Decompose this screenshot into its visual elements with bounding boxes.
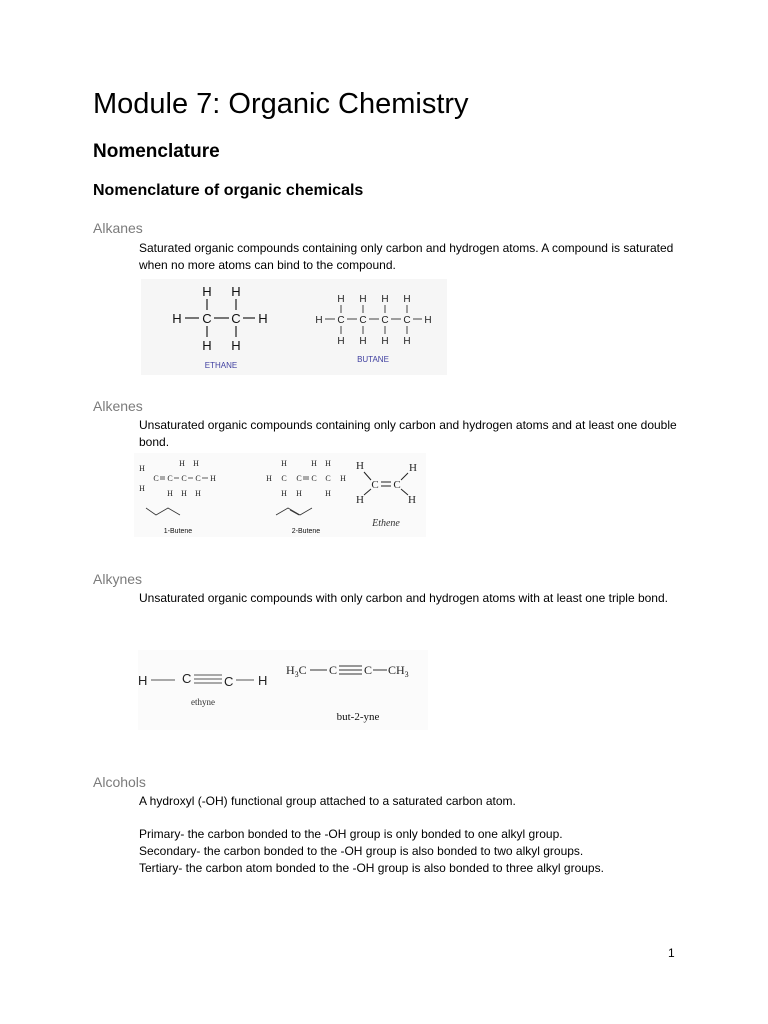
- alkenes-structure-figure: [134, 453, 426, 537]
- ethene-label: Ethene: [372, 518, 400, 529]
- svg-text:H: H: [281, 459, 287, 468]
- svg-text:H: H: [356, 460, 364, 472]
- svg-text:H: H: [202, 284, 212, 299]
- 2-butene-structure: [266, 459, 346, 498]
- svg-text:H: H: [311, 459, 317, 468]
- alkynes-structure-figure: [138, 650, 428, 730]
- svg-text:H: H: [356, 494, 364, 506]
- svg-text:H: H: [381, 294, 389, 305]
- alcohols-heading: Alcohols: [93, 774, 146, 790]
- svg-text:C: C: [281, 474, 287, 483]
- svg-text:H: H: [359, 336, 367, 347]
- ethyne-label: ethyne: [191, 697, 215, 707]
- section-heading: Nomenclature: [93, 141, 220, 162]
- svg-text:H: H: [337, 336, 345, 347]
- svg-text:H: H: [181, 489, 187, 498]
- subsection-heading: Nomenclature of organic chemicals: [93, 182, 364, 199]
- svg-text:H: H: [296, 489, 302, 498]
- svg-text:C: C: [202, 311, 212, 326]
- svg-text:C: C: [224, 674, 234, 689]
- svg-text:H: H: [193, 459, 199, 468]
- 2-butene-label: 2-Butene: [291, 528, 321, 535]
- svg-text:H: H: [424, 315, 432, 326]
- alkanes-heading: Alkanes: [93, 220, 143, 236]
- svg-text:H: H: [231, 284, 241, 299]
- svg-text:H: H: [381, 336, 389, 347]
- page-title: Module 7: Organic Chemistry: [93, 88, 469, 120]
- alkanes-description: Saturated organic compounds containing only carbon and hydrogen atoms. A compound is saturated when no more atoms can bind to the compound.: [139, 241, 674, 272]
- alcohols-description: A hydroxyl (-OH) functional group attached to a saturated carbon atom.: [139, 794, 516, 808]
- butane-structure: [315, 294, 431, 347]
- svg-text:H: H: [139, 464, 145, 473]
- svg-text:H: H: [337, 294, 345, 305]
- alkenes-description: Unsaturated organic compounds containing only carbon and hydrogen atoms and at least one double bond.: [139, 418, 677, 449]
- alkanes-structure-figure: [141, 279, 447, 375]
- svg-text:H: H: [408, 494, 416, 506]
- butane-label: BUTANE: [357, 355, 389, 364]
- but-2-yne-label: but-2-yne: [336, 711, 380, 723]
- svg-text:C: C: [195, 474, 201, 483]
- 1-butene-label: 1-Butene: [163, 528, 193, 535]
- svg-text:H3C: $H_3C$: [286, 663, 307, 679]
- svg-text:H: H: [139, 484, 145, 493]
- ethane-label: ETHANE: [204, 361, 238, 370]
- svg-text:H: H: [315, 315, 323, 326]
- svg-text:H: H: [325, 489, 331, 498]
- svg-text:H: H: [359, 294, 367, 305]
- svg-text:H: H: [172, 311, 182, 326]
- svg-text:C: C: [381, 315, 389, 326]
- svg-text:H: H: [167, 489, 173, 498]
- svg-text:C: C: [231, 311, 241, 326]
- svg-text:C: C: [403, 315, 411, 326]
- svg-text:C: C: [311, 474, 317, 483]
- svg-text:H: H: [231, 338, 241, 353]
- svg-text:C: C: [325, 474, 331, 483]
- alcohol-primary-definition: Primary- the carbon bonded to the -OH group is only bonded to one alkyl group.: [139, 827, 563, 841]
- svg-text:C: C: [337, 315, 345, 326]
- ethene-structure: [356, 460, 417, 506]
- but-2-yne-structure: [286, 663, 409, 679]
- svg-text:CH3: $CH_3$: [388, 663, 409, 679]
- svg-text:H: H: [281, 489, 287, 498]
- svg-text:H: H: [210, 474, 216, 483]
- svg-text:H: H: [403, 294, 411, 305]
- svg-text:C: C: [296, 474, 302, 483]
- alkenes-heading: Alkenes: [93, 398, 143, 414]
- svg-text:H: H: [258, 673, 268, 688]
- svg-text:C: C: [153, 474, 159, 483]
- svg-text:H: H: [340, 474, 346, 483]
- svg-text:C: C: [393, 479, 401, 491]
- alkynes-description: Unsaturated organic compounds with only carbon and hydrogen atoms with at least one triple bond.: [139, 591, 668, 605]
- svg-text:H: H: [258, 311, 268, 326]
- svg-text:C: C: [329, 663, 338, 677]
- svg-text:C: C: [359, 315, 367, 326]
- svg-text:H: H: [195, 489, 201, 498]
- svg-text:H: H: [266, 474, 272, 483]
- svg-text:H: H: [202, 338, 212, 353]
- alkynes-heading: Alkynes: [93, 571, 143, 587]
- alcohol-secondary-definition: Secondary- the carbon bonded to the -OH group is also bonded to two alkyl groups.: [139, 844, 584, 858]
- svg-text:H: H: [409, 462, 417, 474]
- svg-text:C: C: [181, 474, 187, 483]
- svg-text:H: H: [403, 336, 411, 347]
- svg-text:C: C: [182, 671, 192, 686]
- svg-text:H: H: [138, 673, 148, 688]
- svg-text:C: C: [371, 479, 379, 491]
- page-number: 1: [668, 946, 675, 960]
- svg-text:H: H: [179, 459, 185, 468]
- svg-text:C: C: [167, 474, 173, 483]
- 1-butene-structure: [139, 459, 216, 498]
- svg-text:C: C: [364, 663, 373, 677]
- alcohol-tertiary-definition: Tertiary- the carbon atom bonded to the -OH group is also bonded to three alkyl groups.: [139, 861, 604, 875]
- svg-text:H: H: [325, 459, 331, 468]
